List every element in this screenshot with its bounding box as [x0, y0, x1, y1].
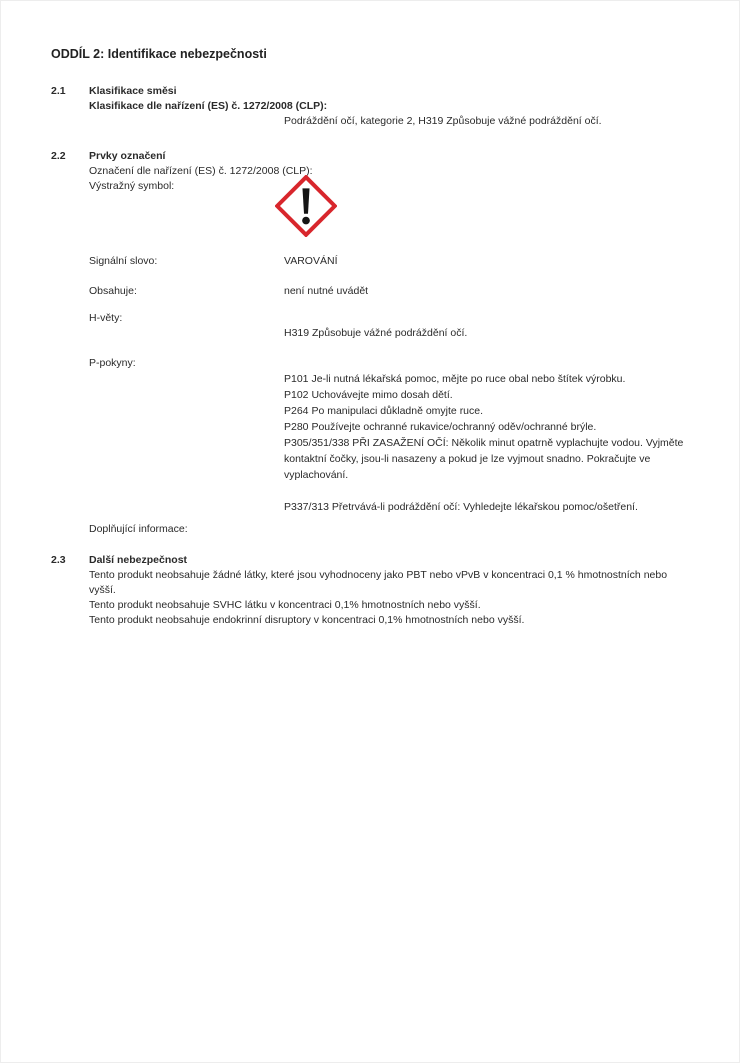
section-number: 2.3 [51, 554, 66, 566]
signal-word-value: VAROVÁNÍ [284, 255, 338, 267]
other-hazards-line: Tento produkt neobsahuje SVHC látku v koncentraci 0,1% hmotnostních nebo vyšší. [89, 599, 481, 611]
section-number: 2.2 [51, 150, 66, 162]
clp-subheading: Klasifikace dle nařízení (ES) č. 1272/2008 (CLP): [89, 100, 328, 112]
p-statement: P101 Je-li nutná lékařská pomoc, mějte po ruce obal nebo štítek výrobku. [284, 373, 626, 385]
section-2-3 [51, 553, 689, 628]
section-heading: Klasifikace směsi [89, 85, 177, 97]
section-2-2-heading-row [51, 149, 689, 164]
p-statement: P264 Po manipulaci důkladně omyjte ruce. [284, 405, 484, 417]
signal-word-row [51, 254, 689, 269]
p-statements-label: P-pokyny: [89, 357, 136, 369]
section-2-3-heading-row [51, 553, 689, 568]
section-number: 2.1 [51, 85, 66, 97]
p-statement: P102 Uchovávejte mimo dosah dětí. [284, 389, 453, 401]
additional-info-label: Doplňující informace: [89, 523, 188, 535]
p-statement: P337/313 Přetrvává-li podráždění očí: Vyhledejte lékařskou pomoc/ošetření. [284, 501, 638, 513]
other-hazards-line: Tento produkt neobsahuje žádné látky, které jsou vyhodnoceny jako PBT nebo vPvB v koncentraci 0,1 % hmotnostních nebo vyšší. [89, 569, 668, 596]
pictogram-label: Výstražný symbol: [89, 180, 175, 192]
section-heading: Další nebezpečnost [89, 554, 188, 566]
pictogram-row [51, 179, 689, 242]
section-2-1 [51, 84, 689, 129]
p-statement: P305/351/338 PŘI ZASAŽENÍ OČÍ: Několik minut opatrně vyplachujte vodou. Vyjměte kontaktní čočky, jsou-li nasazeny a pokud je lze vyjmout snadno. Pokračujte ve vyplachování. [284, 437, 684, 481]
h-statements-label: H-věty: [89, 312, 123, 324]
signal-word-label: Signální slovo: [89, 255, 158, 267]
section-2-1-heading-row [51, 84, 689, 99]
section-title: ODDÍL 2: Identifikace nebezpečnosti [51, 47, 267, 61]
h-statement: H319 Způsobuje vážné podráždění očí. [284, 327, 468, 339]
contains-row [51, 284, 689, 299]
contains-value: není nutné uvádět [284, 285, 369, 297]
other-hazards-line: Tento produkt neobsahuje endokrinní disruptory v koncentraci 0,1% hmotnostních nebo vyšší. [89, 614, 525, 626]
ghs07-exclamation-icon [275, 175, 337, 242]
clp-subheading: Označení dle nařízení (ES) č. 1272/2008 (CLP): [89, 165, 313, 177]
section-heading: Prvky označení [89, 150, 166, 162]
classification-text: Podráždění očí, kategorie 2, H319 Způsobuje vážné podráždění očí. [284, 115, 602, 127]
section-2-2 [51, 149, 689, 537]
p-statement: P280 Používejte ochranné rukavice/ochranný oděv/ochranné brýle. [284, 421, 597, 433]
contains-label: Obsahuje: [89, 285, 137, 297]
